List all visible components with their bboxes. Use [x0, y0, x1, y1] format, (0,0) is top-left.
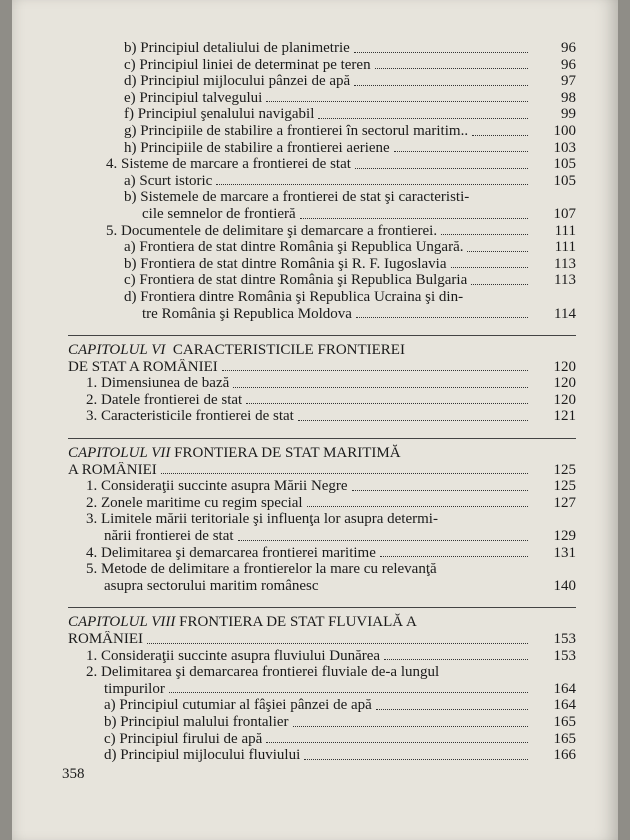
entry-page: 165	[553, 730, 576, 747]
leader-dots	[354, 50, 528, 53]
page-number: 358	[62, 766, 85, 782]
entry-title: a) Frontiera de stat dintre România şi Republica Ungară.	[124, 239, 464, 256]
toc-entry	[68, 495, 576, 512]
chapter-7	[68, 438, 576, 594]
toc-section-5	[68, 223, 576, 240]
entry-page: 153	[553, 631, 576, 647]
leader-dots	[266, 740, 528, 743]
leader-dots	[354, 83, 528, 86]
entry-page: 100	[553, 122, 576, 139]
chapter-title: ROMÂNIEI	[68, 631, 143, 647]
toc-entry	[68, 545, 576, 562]
leader-dots	[451, 265, 529, 268]
entry-page: 111	[554, 222, 576, 239]
entry-page: 120	[553, 358, 576, 375]
toc-entry	[68, 272, 576, 289]
entry-title-line: d) Frontiera dintre România şi Republica Ucraina şi din-	[124, 288, 464, 305]
toc-entry	[68, 173, 576, 190]
entry-title: f) Principiul şenalului navigabil	[124, 106, 315, 123]
entry-page: 120	[553, 375, 576, 392]
entry-page: 96	[561, 40, 576, 56]
entry-title: 4. Delimitarea şi demarcarea frontierei maritime	[86, 544, 376, 561]
entry-title: d) Principiul mijlocului fluviului	[104, 747, 301, 764]
leader-dots	[238, 538, 528, 541]
chapter-title: CARACTERISTICILE FRONTIEREI	[172, 342, 405, 359]
entry-title: 3. Caracteristicile frontierei de stat	[86, 408, 294, 425]
entry-title: nării frontierei de stat	[104, 528, 234, 545]
entry-page: 164	[553, 697, 576, 714]
entry-page: 96	[561, 56, 576, 73]
leader-dots	[472, 133, 528, 136]
entry-title: b) Frontiera de stat dintre România şi R. F. Iugoslavia	[124, 255, 447, 272]
entry-title: 2. Datele frontierei de stat	[86, 391, 243, 408]
entry-title: 5. Documentele de delimitare şi demarcare a frontierei.	[106, 222, 438, 239]
entry-page: 99	[561, 106, 576, 123]
entry-title-line: 5. Metode de delimitare a frontierelor la mare cu relevanţă	[86, 561, 437, 578]
entry-title: a) Principiul cutumiar al fâşiei pânzei de apă	[104, 697, 372, 714]
toc-entry	[68, 681, 576, 698]
leader-dots	[355, 166, 528, 169]
entry-title: 1. Consideraţii succinte asupra fluviului Dunărea	[86, 647, 381, 664]
table-of-contents	[68, 40, 576, 764]
chapter-label: CAPITOLUL VIII	[68, 614, 176, 631]
chapter-heading-line2	[68, 462, 576, 479]
toc-entry	[68, 714, 576, 731]
toc-entry	[68, 140, 576, 157]
entry-title: b) Principiul malului frontalier	[104, 713, 289, 730]
toc-entry	[68, 106, 576, 123]
toc-entry	[68, 375, 576, 392]
entry-page: 165	[553, 713, 576, 730]
leader-dots	[300, 216, 528, 219]
entry-page: 113	[554, 272, 576, 289]
leader-dots	[298, 418, 528, 421]
toc-entry	[68, 648, 576, 665]
leader-dots	[169, 690, 528, 693]
entry-title: asupra sectorului maritim românesc	[104, 577, 319, 594]
entry-page: 166	[553, 747, 576, 764]
entry-title: 2. Zonele maritime cu regim special	[86, 494, 303, 511]
toc-entry	[68, 40, 576, 57]
entry-title-line: 2. Delimitarea şi demarcarea frontierei fluviale de-a lungul	[86, 664, 440, 681]
leader-dots	[356, 315, 528, 318]
entry-title-line: 3. Limitele mării teritoriale şi influenţa lor asupra determi-	[86, 511, 438, 528]
toc-entry	[68, 57, 576, 74]
entry-title: h) Principiile de stabilire a frontierei aeriene	[124, 139, 390, 156]
entry-title: 1. Consideraţii succinte asupra Mării Negre	[86, 478, 348, 495]
entry-title: cile semnelor de frontieră	[142, 205, 296, 222]
leader-dots	[222, 368, 528, 371]
entry-page: 98	[561, 89, 576, 106]
entry-page: 114	[554, 305, 576, 322]
toc-entry	[68, 306, 576, 323]
leader-dots	[394, 149, 528, 152]
toc-entry	[68, 528, 576, 545]
leader-dots	[246, 401, 528, 404]
entry-title: c) Frontiera de stat dintre România şi Republica Bulgaria	[124, 272, 468, 289]
toc-entry	[68, 731, 576, 748]
chapter-label: CAPITOLUL VI	[68, 342, 166, 359]
entry-title: tre România şi Republica Moldova	[142, 305, 352, 322]
chapter-title: A ROMÂNIEI	[68, 461, 157, 478]
leader-dots	[471, 282, 528, 285]
chapter-title: FRONTIERA DE STAT FLUVIALĂ A	[179, 614, 417, 631]
chapter-title: FRONTIERA DE STAT MARITIMĂ	[174, 445, 401, 462]
chapter-heading	[68, 445, 576, 462]
chapter-heading-line2	[68, 359, 576, 376]
entry-page: 121	[553, 408, 576, 425]
chapter-heading	[68, 614, 576, 631]
entry-page: 125	[553, 478, 576, 495]
leader-dots	[318, 116, 528, 119]
entry-page: 97	[561, 73, 576, 90]
entry-title: c) Principiul liniei de determinat pe teren	[124, 56, 371, 73]
entry-title: g) Principiile de stabilire a frontierei în sectorul maritim..	[124, 122, 469, 139]
toc-entry	[68, 478, 576, 495]
leader-dots	[293, 724, 528, 727]
entry-page: 127	[553, 494, 576, 511]
entry-page: 164	[553, 680, 576, 697]
toc-entry	[68, 206, 576, 223]
entry-page: 105	[553, 156, 576, 173]
leader-dots	[161, 471, 528, 474]
entry-title: timpurilor	[104, 680, 165, 697]
chapter-heading-line2	[68, 631, 576, 648]
leader-dots	[233, 385, 528, 388]
entry-title-line: b) Sistemele de marcare a frontierei de stat şi caracteristi-	[124, 189, 470, 206]
leader-dots	[307, 504, 528, 507]
toc-entry	[68, 123, 576, 140]
leader-dots	[304, 757, 528, 760]
entry-page: 125	[553, 461, 576, 478]
book-page	[12, 0, 618, 840]
leader-dots	[441, 232, 528, 235]
toc-entry	[68, 239, 576, 256]
toc-entry	[68, 747, 576, 764]
leader-dots	[266, 99, 528, 102]
entry-title: d) Principiul mijlocului pânzei de apă	[124, 73, 351, 90]
toc-entry	[68, 408, 576, 425]
toc-entry	[68, 697, 576, 714]
toc-entry	[68, 578, 576, 595]
entry-page: 113	[554, 255, 576, 272]
entry-page: 105	[553, 172, 576, 189]
entry-title: c) Principiul firului de apă	[104, 730, 263, 747]
entry-page: 107	[553, 205, 576, 222]
entry-page: 103	[553, 139, 576, 156]
leader-dots	[467, 249, 528, 252]
toc-entry	[68, 90, 576, 107]
chapter-label: CAPITOLUL VII	[68, 445, 171, 462]
entry-page: 153	[553, 647, 576, 664]
entry-page: 120	[553, 391, 576, 408]
entry-title: 4. Sisteme de marcare a frontierei de stat	[106, 156, 351, 173]
chapter-title: DE STAT A ROMÂNIEI	[68, 358, 218, 375]
leader-dots	[147, 641, 528, 644]
leader-dots	[216, 182, 528, 185]
entry-title: b) Principiul detaliului de planimetrie	[124, 40, 350, 56]
leader-dots	[323, 587, 528, 590]
entry-title: 1. Dimensiunea de bază	[86, 375, 230, 392]
leader-dots	[376, 707, 528, 710]
chapter-8	[68, 607, 576, 763]
entry-page: 140	[553, 577, 576, 594]
leader-dots	[384, 657, 528, 660]
toc-entry	[68, 256, 576, 273]
entry-page: 131	[553, 544, 576, 561]
leader-dots	[352, 488, 528, 491]
toc-entry	[68, 392, 576, 409]
entry-title: e) Principiul talvegului	[124, 89, 263, 106]
toc-section-4	[68, 156, 576, 173]
entry-page: 111	[554, 239, 576, 256]
chapter-6	[68, 335, 576, 425]
entry-page: 129	[553, 528, 576, 545]
chapter-heading	[68, 342, 576, 359]
entry-title: a) Scurt istoric	[124, 172, 213, 189]
leader-dots	[375, 66, 528, 69]
leader-dots	[380, 554, 528, 557]
toc-entry	[68, 73, 576, 90]
